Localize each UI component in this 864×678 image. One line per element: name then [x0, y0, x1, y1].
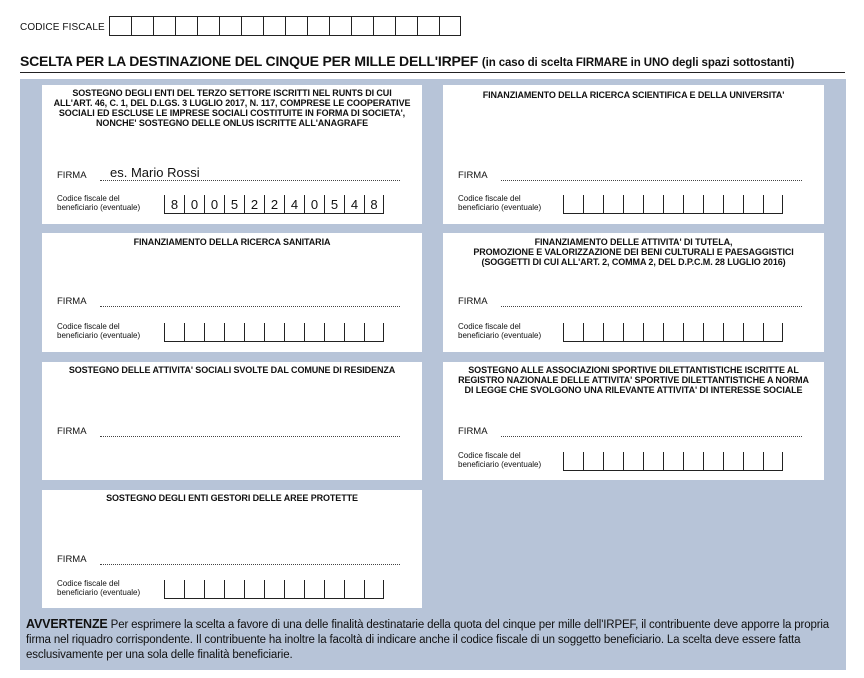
cf-digit-cell[interactable]	[224, 323, 244, 341]
firma-signature-line[interactable]	[100, 306, 400, 307]
firma-signature-line[interactable]	[100, 436, 400, 437]
cf-digit-cell[interactable]: 2	[264, 195, 284, 213]
cf-digit-cell[interactable]	[603, 323, 623, 341]
firma-signature-line[interactable]	[501, 436, 802, 437]
cf-digit-cell[interactable]	[603, 195, 623, 213]
choice-box-heading	[42, 493, 422, 503]
choice-box-6	[443, 362, 824, 480]
cf-digit-cell[interactable]	[743, 323, 763, 341]
choice-box-heading	[42, 88, 422, 128]
beneficiary-cf-label-line1: Codice fiscale del	[458, 194, 521, 203]
choice-box-5	[42, 362, 422, 480]
firma-label: FIRMA	[57, 554, 87, 565]
cf-digit-cell[interactable]: 5	[224, 195, 244, 213]
beneficiary-cf-label-line2: beneficiario (eventuale)	[458, 331, 542, 340]
cf-digit-cell[interactable]: 5	[324, 195, 344, 213]
cf-digit-cell[interactable]	[663, 195, 683, 213]
cf-digit-cell[interactable]	[324, 580, 344, 598]
choice-box-heading	[42, 237, 422, 247]
cf-digit-cell[interactable]	[364, 580, 384, 598]
cf-digit-cell[interactable]	[395, 17, 417, 35]
heading-line: REGISTRO NAZIONALE DELLE ATTIVITA' SPORTIVE DILETTANTISTICHE A NORMA	[458, 375, 809, 385]
cf-digit-cell[interactable]	[219, 17, 241, 35]
heading-line: SOSTEGNO ALLE ASSOCIAZIONI SPORTIVE DILETTANTISTICHE ISCRITTE AL	[468, 365, 799, 375]
cf-digit-cell[interactable]	[329, 17, 351, 35]
cf-digit-cell[interactable]	[743, 452, 763, 470]
cf-digit-cell[interactable]	[344, 580, 364, 598]
cf-digit-cell[interactable]: 8	[164, 195, 184, 213]
cf-digit-cell[interactable]: 4	[344, 195, 364, 213]
avvertenze-label: AVVERTENZE	[26, 617, 108, 631]
cf-digit-cell[interactable]	[723, 323, 743, 341]
cf-digit-cell[interactable]	[623, 323, 643, 341]
cf-digit-cell[interactable]	[723, 195, 743, 213]
title-rule	[20, 72, 845, 73]
form-title-sub: (in caso di scelta FIRMARE in UNO degli spazi sottostanti)	[481, 57, 795, 69]
cf-digit-cell[interactable]	[164, 580, 184, 598]
cf-digit-cell[interactable]	[643, 323, 663, 341]
cf-digit-cell[interactable]	[583, 452, 603, 470]
beneficiary-cf-label-line1: Codice fiscale del	[458, 451, 521, 460]
firma-label: FIRMA	[458, 426, 488, 437]
beneficiary-cf-label-line1: Codice fiscale del	[57, 579, 120, 588]
cf-digit-cell[interactable]	[264, 580, 284, 598]
cf-digit-cell[interactable]	[683, 195, 703, 213]
cf-digit-cell[interactable]	[439, 17, 461, 35]
cf-digit-cell[interactable]	[743, 195, 763, 213]
cf-digit-cell[interactable]: 4	[284, 195, 304, 213]
form-title-main: SCELTA PER LA DESTINAZIONE DEL CINQUE PER MILLE DELL'IRPEF	[20, 53, 479, 69]
beneficiary-cf-input[interactable]	[563, 323, 783, 342]
cf-digit-cell[interactable]	[351, 17, 373, 35]
cf-digit-cell[interactable]: 0	[204, 195, 224, 213]
cf-digit-cell[interactable]	[563, 323, 583, 341]
heading-line: SOSTEGNO DEGLI ENTI GESTORI DELLE AREE PROTETTE	[106, 493, 358, 503]
choice-box-7	[42, 490, 422, 608]
cf-digit-cell[interactable]	[763, 323, 783, 341]
choice-box-4	[443, 233, 824, 352]
beneficiary-cf-label	[458, 194, 541, 212]
cf-digit-cell[interactable]	[583, 323, 603, 341]
cf-digit-cell[interactable]	[307, 17, 329, 35]
firma-label: FIRMA	[57, 296, 87, 307]
choice-box-heading	[443, 365, 824, 395]
cf-digit-cell[interactable]	[284, 580, 304, 598]
beneficiary-cf-label-line1: Codice fiscale del	[57, 194, 120, 203]
cf-digit-cell[interactable]	[304, 580, 324, 598]
beneficiary-cf-input[interactable]	[563, 452, 783, 471]
beneficiary-cf-input[interactable]	[164, 323, 384, 342]
beneficiary-cf-label	[57, 322, 140, 340]
heading-line: FINANZIAMENTO DELLE ATTIVITA' DI TUTELA,	[534, 237, 733, 247]
cf-digit-cell[interactable]	[175, 17, 197, 35]
cf-digit-cell[interactable]: 0	[184, 195, 204, 213]
cf-digit-cell[interactable]	[109, 17, 131, 35]
choice-box-1	[42, 85, 422, 224]
cf-digit-cell[interactable]	[244, 323, 264, 341]
choice-box-heading	[443, 90, 824, 100]
firma-signature-line[interactable]	[501, 180, 802, 181]
cf-digit-cell[interactable]	[184, 580, 204, 598]
cf-digit-cell[interactable]	[623, 452, 643, 470]
cf-digit-cell[interactable]	[683, 323, 703, 341]
choice-box-heading	[42, 365, 422, 375]
firma-label: FIRMA	[458, 296, 488, 307]
heading-line: NONCHE' SOSTEGNO DELLE ONLUS ISCRITTE ALL'ANAGRAFE	[96, 118, 368, 128]
beneficiary-cf-input[interactable]	[563, 195, 783, 214]
cf-digit-cell[interactable]	[344, 323, 364, 341]
cf-digit-cell[interactable]	[563, 452, 583, 470]
choice-box-heading	[443, 237, 824, 267]
cf-digit-cell[interactable]	[763, 452, 783, 470]
firma-signature-line[interactable]	[100, 564, 400, 565]
cf-digit-cell[interactable]	[703, 195, 723, 213]
cf-digit-cell[interactable]	[324, 323, 344, 341]
cf-digit-cell[interactable]	[263, 17, 285, 35]
codice-fiscale-input[interactable]	[109, 16, 461, 36]
heading-line: (SOGGETTI DI CUI ALL'ART. 2, COMMA 2, DEL D.P.C.M. 28 LUGLIO 2016)	[481, 257, 786, 267]
beneficiary-cf-label-line2: beneficiario (eventuale)	[57, 331, 141, 340]
cf-digit-cell[interactable]	[623, 195, 643, 213]
heading-line: SOCIALI ED ESCLUSE LE IMPRESE SOCIALI COSTITUITE IN FORMA DI SOCIETA',	[58, 108, 406, 118]
cf-digit-cell[interactable]	[241, 17, 263, 35]
cf-digit-cell[interactable]	[224, 580, 244, 598]
avvertenze-note	[26, 617, 844, 663]
beneficiary-cf-input[interactable]	[164, 580, 384, 599]
codice-fiscale-label: CODICE FISCALE	[20, 22, 105, 33]
cf-digit-cell[interactable]	[164, 323, 184, 341]
cf-digit-cell[interactable]	[285, 17, 307, 35]
beneficiary-cf-label	[57, 579, 140, 597]
heading-line: ALL'ART. 46, C. 1, DEL D.LGS. 3 LUGLIO 2017, N. 117, COMPRESE LE COOPERATIVE	[53, 98, 411, 108]
cf-digit-cell[interactable]	[703, 323, 723, 341]
cf-digit-cell[interactable]	[663, 323, 683, 341]
avvertenze-text: Per esprimere la scelta a favore di una delle finalità destinatarie della quota del cinque per mille dell'IRPEF, il contribuente deve apporre la propria firma nel riquadro corrispondente. Il contribuente ha inoltre la facoltà di indicare anche il codice fiscale di un soggetto beneficiario. La scelta deve essere fatta esclusivamente per una sola delle finalità beneficiarie.	[26, 619, 830, 661]
firma-signature-line[interactable]	[501, 306, 802, 307]
beneficiary-cf-label	[458, 322, 541, 340]
beneficiary-cf-input[interactable]	[164, 195, 384, 214]
cf-digit-cell[interactable]	[563, 195, 583, 213]
choice-box-2	[443, 85, 824, 224]
beneficiary-cf-label-line1: Codice fiscale del	[458, 322, 521, 331]
cf-digit-cell[interactable]	[373, 17, 395, 35]
cf-digit-cell[interactable]	[723, 452, 743, 470]
cf-digit-cell[interactable]	[364, 323, 384, 341]
beneficiary-cf-label-line1: Codice fiscale del	[57, 322, 120, 331]
cf-digit-cell[interactable]	[197, 17, 219, 35]
heading-line: SOSTEGNO DELLE ATTIVITA' SOCIALI SVOLTE DAL COMUNE DI RESIDENZA	[68, 365, 396, 375]
form-title	[20, 53, 794, 69]
cf-digit-cell[interactable]	[244, 580, 264, 598]
heading-line: PROMOZIONE E VALORIZZAZIONE DEI BENI CULTURALI E PAESAGGISTICI	[473, 247, 794, 257]
beneficiary-cf-label	[458, 451, 541, 469]
cf-digit-cell[interactable]	[643, 452, 663, 470]
cf-digit-cell[interactable]	[204, 323, 224, 341]
cf-digit-cell[interactable]	[417, 17, 439, 35]
cf-digit-cell[interactable]	[153, 17, 175, 35]
firma-value: es. Mario Rossi	[110, 165, 200, 180]
beneficiary-cf-label	[57, 194, 140, 212]
cf-digit-cell[interactable]	[583, 195, 603, 213]
cf-digit-cell[interactable]	[264, 323, 284, 341]
cf-digit-cell[interactable]	[663, 452, 683, 470]
cf-digit-cell[interactable]	[643, 195, 663, 213]
cf-digit-cell[interactable]	[184, 323, 204, 341]
cf-digit-cell[interactable]	[284, 323, 304, 341]
firma-label: FIRMA	[458, 170, 488, 181]
heading-line: DI LEGGE CHE SVOLGONO UNA RILEVANTE ATTIVITA' DI INTERESSE SOCIALE	[464, 385, 803, 395]
beneficiary-cf-label-line2: beneficiario (eventuale)	[458, 460, 542, 469]
cf-digit-cell[interactable]	[763, 195, 783, 213]
heading-line: FINANZIAMENTO DELLA RICERCA SANITARIA	[133, 237, 331, 247]
cf-digit-cell[interactable]	[304, 323, 324, 341]
cf-digit-cell[interactable]	[603, 452, 623, 470]
cf-digit-cell[interactable]	[204, 580, 224, 598]
heading-line: SOSTEGNO DEGLI ENTI DEL TERZO SETTORE ISCRITTI NEL RUNTS DI CUI	[72, 88, 392, 98]
beneficiary-cf-label-line2: beneficiario (eventuale)	[57, 588, 141, 597]
beneficiary-cf-label-line2: beneficiario (eventuale)	[57, 203, 141, 212]
heading-line: FINANZIAMENTO DELLA RICERCA SCIENTIFICA E DELLA UNIVERSITA'	[482, 90, 785, 100]
choice-box-3	[42, 233, 422, 352]
beneficiary-cf-label-line2: beneficiario (eventuale)	[458, 203, 542, 212]
cf-digit-cell[interactable]	[131, 17, 153, 35]
firma-label: FIRMA	[57, 170, 87, 181]
firma-label: FIRMA	[57, 426, 87, 437]
cf-digit-cell[interactable]: 8	[364, 195, 384, 213]
cf-digit-cell[interactable]	[703, 452, 723, 470]
firma-signature-line[interactable]	[100, 180, 400, 181]
cf-digit-cell[interactable]	[683, 452, 703, 470]
cf-digit-cell[interactable]: 2	[244, 195, 264, 213]
cf-digit-cell[interactable]: 0	[304, 195, 324, 213]
